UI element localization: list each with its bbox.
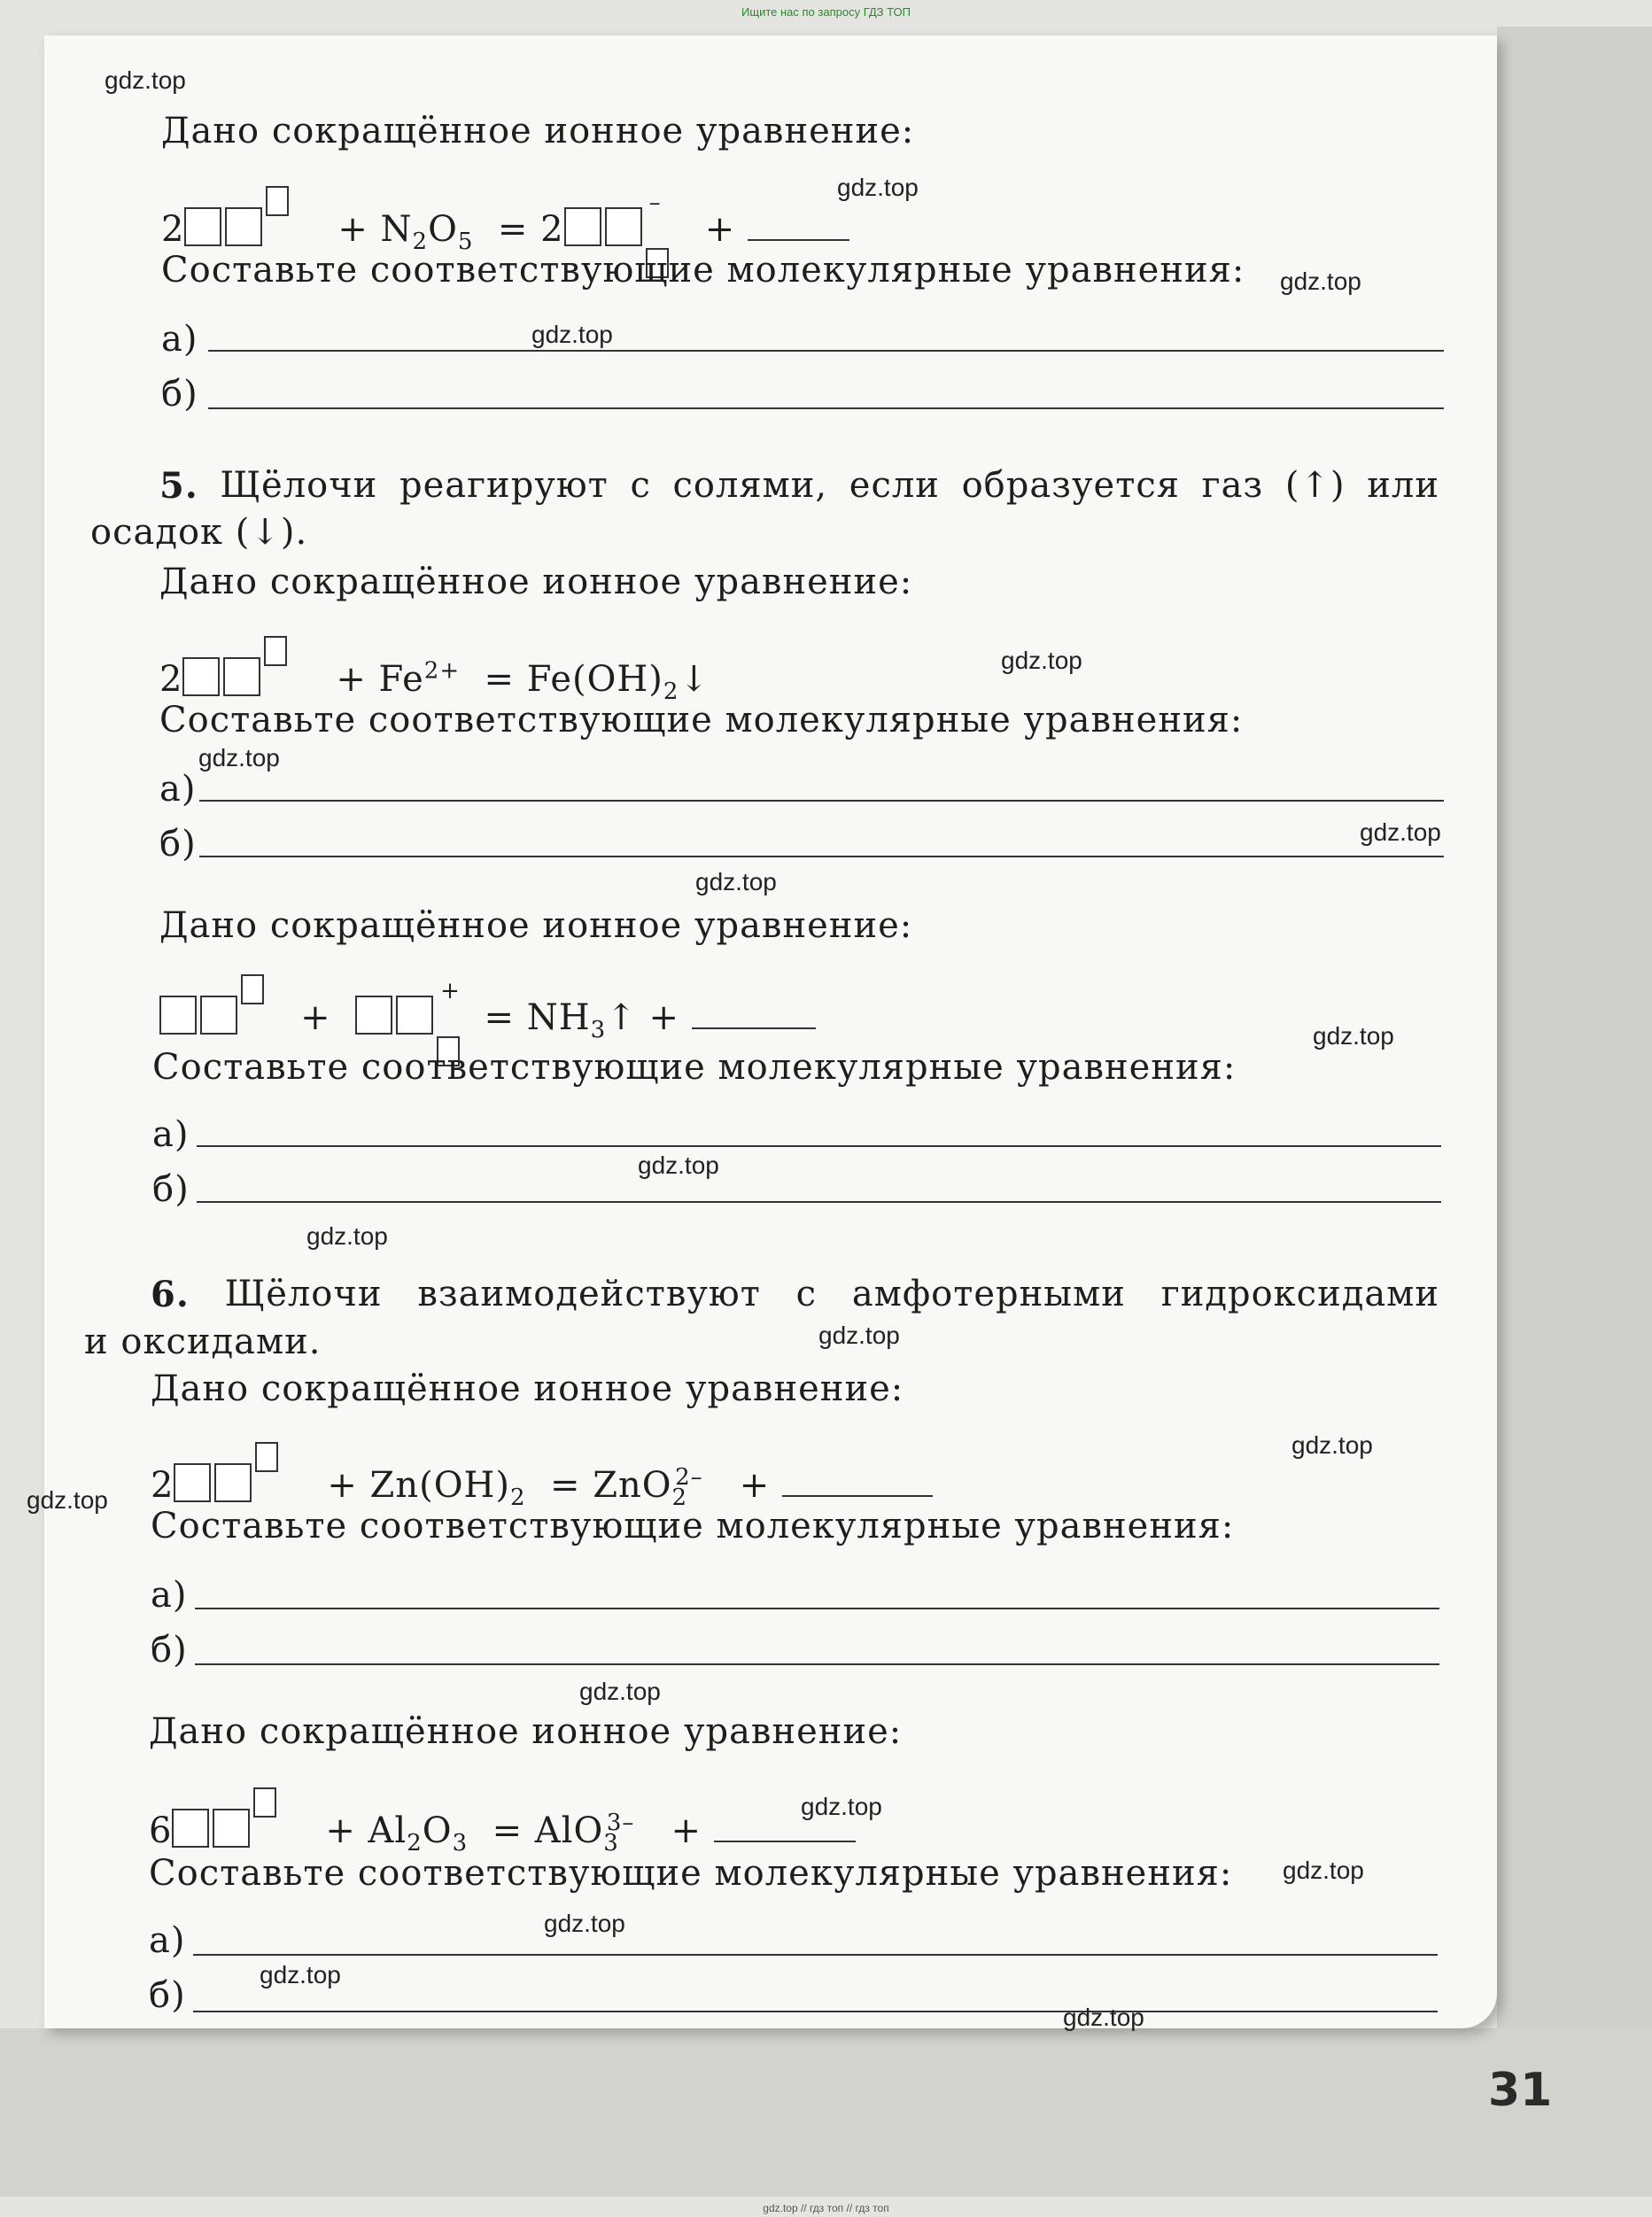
background-bottom [0,2028,1652,2197]
answer-line-b[interactable] [208,407,1444,409]
watermark[interactable]: gdz.top [1283,1857,1364,1884]
charge-box[interactable] [266,186,289,216]
task-number: 5. [159,465,198,507]
answer-box[interactable] [214,1463,252,1502]
answer-line-a[interactable] [199,800,1444,802]
answer-box[interactable] [159,996,197,1035]
watermark[interactable]: gdz.top [818,1322,900,1349]
charge-box[interactable] [646,190,669,241]
product-blank[interactable] [782,1469,933,1497]
task-6-line-1 [151,1274,1439,1315]
answer-a-label: а) [161,319,198,360]
answer-line-b[interactable] [197,1201,1441,1203]
task-word: образуется [961,465,1180,506]
answer-box[interactable] [174,1463,211,1502]
task-word: или [1367,465,1439,506]
charge-box[interactable] [253,1787,276,1818]
equation-term: + [739,1465,771,1506]
ionic-equation-3 [159,974,816,1043]
answer-line-a[interactable] [208,350,1444,352]
equation-term: + Al [325,1810,407,1851]
product-blank[interactable] [692,1001,816,1029]
equation-term: = NH [484,997,591,1038]
precipitate-arrow: ↓ [679,659,710,700]
task-word: Щёлочи [220,465,378,506]
given-label-3: Дано сокращённое ионное уравнение: [159,905,913,946]
answer-line-b[interactable] [195,1663,1439,1665]
answer-box[interactable] [396,996,433,1035]
ionic-equation-1 [161,186,849,255]
watermark[interactable]: gdz.top [638,1151,719,1179]
equation-term: = AlO [492,1810,604,1851]
equation-term: O [422,1810,453,1851]
top-banner[interactable]: Ищите нас по запросу ГДЗ ТОП [741,5,911,19]
task-word: реагируют [399,465,609,506]
page-number: 31 [1488,2064,1553,2117]
task-word: взаимодействуют [417,1274,761,1314]
charge-sign: + [440,978,461,1004]
task-word: если [849,465,940,506]
watermark[interactable]: gdz.top [837,174,919,201]
equation-term: O [428,209,458,250]
answer-box[interactable] [200,996,237,1035]
watermark[interactable]: gdz.top [1313,1022,1394,1050]
watermark[interactable]: gdz.top [1360,818,1441,846]
given-label-2: Дано сокращённое ионное уравнение: [159,562,913,602]
compose-label-1: Составьте соответствующие молекулярные уравнения: [161,250,1245,291]
answer-line-a[interactable] [193,1954,1438,1956]
equation-term: + Zn(OH) [327,1465,510,1506]
answer-a-label: а) [151,1575,188,1616]
watermark[interactable]: gdz.top [306,1222,388,1250]
answer-box[interactable] [213,1809,250,1848]
subscript: 2 [509,1484,526,1511]
watermark[interactable]: gdz.top [695,868,777,895]
given-label-5: Дано сокращённое ионное уравнение: [149,1711,903,1752]
watermark[interactable]: gdz.top [1280,267,1361,295]
given-label-4: Дано сокращённое ионное уравнение: [151,1368,904,1409]
subscript: 2 [407,1830,423,1857]
charge-box[interactable] [264,636,287,666]
equation-term: = Fe(OH) [484,659,663,700]
background-page-edge [1497,27,1652,2188]
answer-a-label: а) [159,769,197,810]
answer-box[interactable] [182,657,220,696]
answer-b-label: б) [159,824,197,864]
watermark[interactable]: gdz.top [105,66,186,94]
task-word: Щёлочи [224,1274,383,1314]
answer-box[interactable] [184,207,221,246]
compose-label-2: Составьте соответствующие молекулярные уравнения: [159,700,1244,740]
watermark[interactable]: gdz.top [27,1486,108,1514]
equation-term: + [671,1810,702,1851]
equation-term: + [300,997,331,1038]
answer-line-a[interactable] [197,1145,1441,1147]
superscript: 2+ [423,657,461,685]
gas-arrow: ↑ + [606,997,679,1038]
answer-box[interactable] [605,207,642,246]
equation-term: + N [337,209,413,250]
subscript: 3 [590,1017,607,1043]
ionic-equation-2 [159,636,710,705]
superscript: 3– [606,1809,635,1836]
watermark[interactable]: gdz.top [198,744,280,771]
answer-line-b[interactable] [193,2011,1438,2012]
answer-box[interactable] [172,1809,209,1848]
answer-b-label: б) [149,1975,186,2016]
answer-a-label: а) [149,1920,186,1961]
subscript: 5 [457,229,474,255]
watermark[interactable]: gdz.top [801,1793,882,1820]
task-word: с [795,1274,818,1314]
equation-term: = 2 [497,209,564,250]
ionic-equation-5 [149,1787,856,1857]
charge-box[interactable] [437,978,461,1029]
subscript: 3 [452,1830,469,1857]
answer-box[interactable] [355,996,392,1035]
task-word: солями, [672,465,828,506]
subscript: 2 [671,1484,688,1511]
answer-box[interactable] [223,657,260,696]
watermark[interactable]: gdz.top [260,1961,341,1988]
task-word: амфотерными [851,1274,1126,1314]
compose-label-4: Составьте соответствующие молекулярные уравнения: [151,1506,1235,1546]
answer-box[interactable] [564,207,601,246]
ionic-equation-4 [151,1442,933,1511]
answer-line-a[interactable] [195,1608,1439,1609]
answer-line-b[interactable] [199,856,1444,857]
task-5-line-1 [159,465,1439,507]
task-word: с [630,465,651,506]
watermark[interactable]: gdz.top [1063,2004,1144,2031]
watermark[interactable]: gdz.top [1291,1431,1373,1459]
equation-term: + Fe [336,659,424,700]
coefficient: 2 [151,1465,175,1506]
bottom-banner[interactable]: gdz.top // гдз топ // гдз топ [763,2202,889,2214]
charge-sign: – [648,190,662,216]
watermark[interactable]: gdz.top [531,321,613,348]
answer-box[interactable] [225,207,262,246]
watermark[interactable]: gdz.top [544,1910,625,1937]
charge-box[interactable] [255,1442,278,1472]
task-word: газ [1201,465,1264,506]
product-blank[interactable] [748,213,849,241]
watermark[interactable]: gdz.top [579,1678,661,1705]
coefficient: 2 [159,659,183,700]
task-6-line-2: и оксидами. [84,1322,322,1362]
compose-label-3: Составьте соответствующие молекулярные уравнения: [152,1047,1237,1088]
subscript: 2 [412,229,429,255]
answer-b-label: б) [161,374,198,415]
compose-label-5: Составьте соответствующие молекулярные уравнения: [149,1853,1233,1894]
given-label-1: Дано сокращённое ионное уравнение: [161,111,915,151]
subscript: 3 [603,1830,619,1857]
answer-a-label: а) [152,1114,190,1155]
watermark[interactable]: gdz.top [1001,647,1082,674]
subscript: 2 [663,678,679,705]
task-5-line-2: осадок (↓). [90,512,308,553]
equation-term: + [704,209,736,250]
coefficient: 2 [161,209,185,250]
task-number: 6. [151,1274,190,1315]
task-word: гидроксидами [1160,1274,1439,1314]
equation-term: = ZnO [549,1465,672,1506]
coefficient: 6 [149,1810,173,1851]
charge-box[interactable] [241,974,264,1004]
answer-b-label: б) [152,1169,190,1210]
superscript: 2– [675,1463,703,1491]
task-word: (↑) [1284,465,1346,506]
answer-b-label: б) [151,1630,188,1671]
